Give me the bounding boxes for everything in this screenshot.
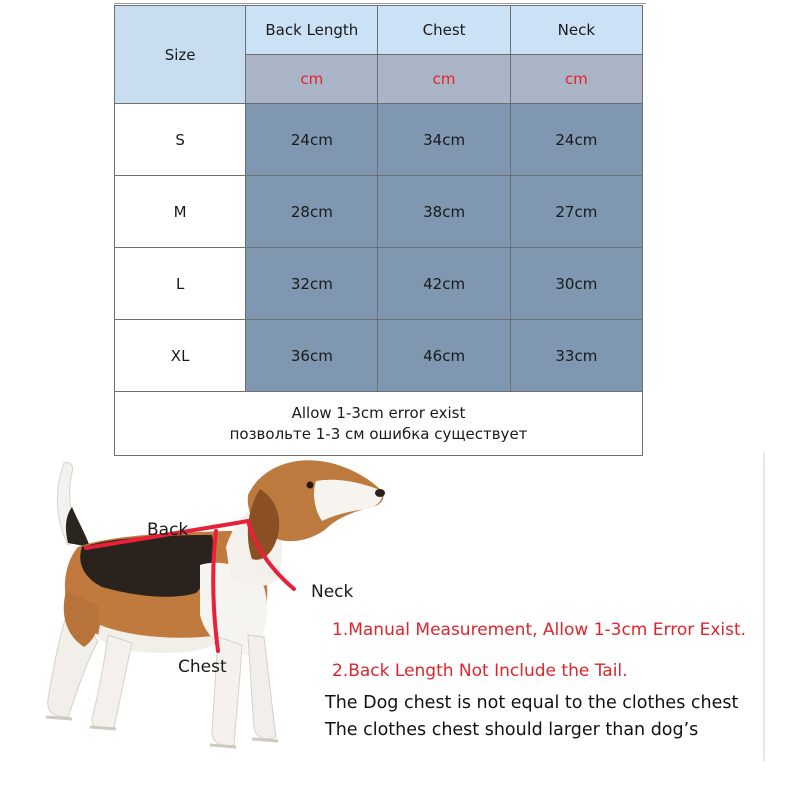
- dog-eye: [307, 482, 314, 489]
- size-cell: XL: [115, 320, 246, 392]
- column-header-chest: Chest: [378, 6, 510, 55]
- back-length-cell: 32cm: [246, 248, 378, 320]
- table-row: [115, 248, 643, 320]
- neck-cell: 30cm: [510, 248, 642, 320]
- unit-cell-neck: cm: [510, 55, 642, 104]
- manual-measurement-note: 1.Manual Measurement, Allow 1-3cm Error Exist.: [332, 620, 747, 640]
- table-row: [115, 176, 643, 248]
- table-row: [115, 320, 643, 392]
- top-rule: [114, 3, 646, 4]
- size-cell: S: [115, 104, 246, 176]
- back-length-cell: 36cm: [246, 320, 378, 392]
- dog-front-leg-2: [248, 635, 276, 739]
- dog-tail-base: [66, 507, 90, 547]
- chest-label: Chest: [178, 657, 227, 677]
- chest-cell: 42cm: [378, 248, 510, 320]
- error-note-english: Allow 1-3cm error exist: [291, 403, 466, 422]
- back-length-cell: 24cm: [246, 104, 378, 176]
- back-length-cell: 28cm: [246, 176, 378, 248]
- dog-back-leg-2: [92, 635, 132, 729]
- back-label: Back: [147, 520, 189, 540]
- clothes-chest-larger-note: The clothes chest should larger than dog’s: [325, 720, 699, 740]
- dog-paws: [46, 717, 278, 747]
- size-chart-table: [114, 5, 643, 456]
- dog-front-leg: [212, 637, 242, 746]
- chest-cell: 38cm: [378, 176, 510, 248]
- chest-not-equal-note: The Dog chest is not equal to the clothes chest: [325, 693, 739, 713]
- chest-cell: 46cm: [378, 320, 510, 392]
- column-header-neck: Neck: [510, 6, 642, 55]
- table-header-row: [115, 6, 643, 55]
- error-note-cell: [115, 392, 643, 456]
- neck-cell: 27cm: [510, 176, 642, 248]
- size-cell: M: [115, 176, 246, 248]
- table-row: [115, 104, 643, 176]
- column-header-back-length: Back Length: [246, 6, 378, 55]
- side-rule: [763, 452, 765, 762]
- size-header-cell: Size: [115, 6, 246, 104]
- dog-nose: [375, 489, 385, 497]
- table-note-row: [115, 392, 643, 456]
- neck-cell: 24cm: [510, 104, 642, 176]
- error-note-russian: позвольте 1-3 см ошибка существует: [229, 424, 528, 443]
- size-cell: L: [115, 248, 246, 320]
- neck-label: Neck: [311, 582, 354, 602]
- back-length-tail-note: 2.Back Length Not Include the Tail.: [332, 661, 628, 681]
- unit-cell-back-length: cm: [246, 55, 378, 104]
- unit-cell-chest: cm: [378, 55, 510, 104]
- neck-cell: 33cm: [510, 320, 642, 392]
- chest-cell: 34cm: [378, 104, 510, 176]
